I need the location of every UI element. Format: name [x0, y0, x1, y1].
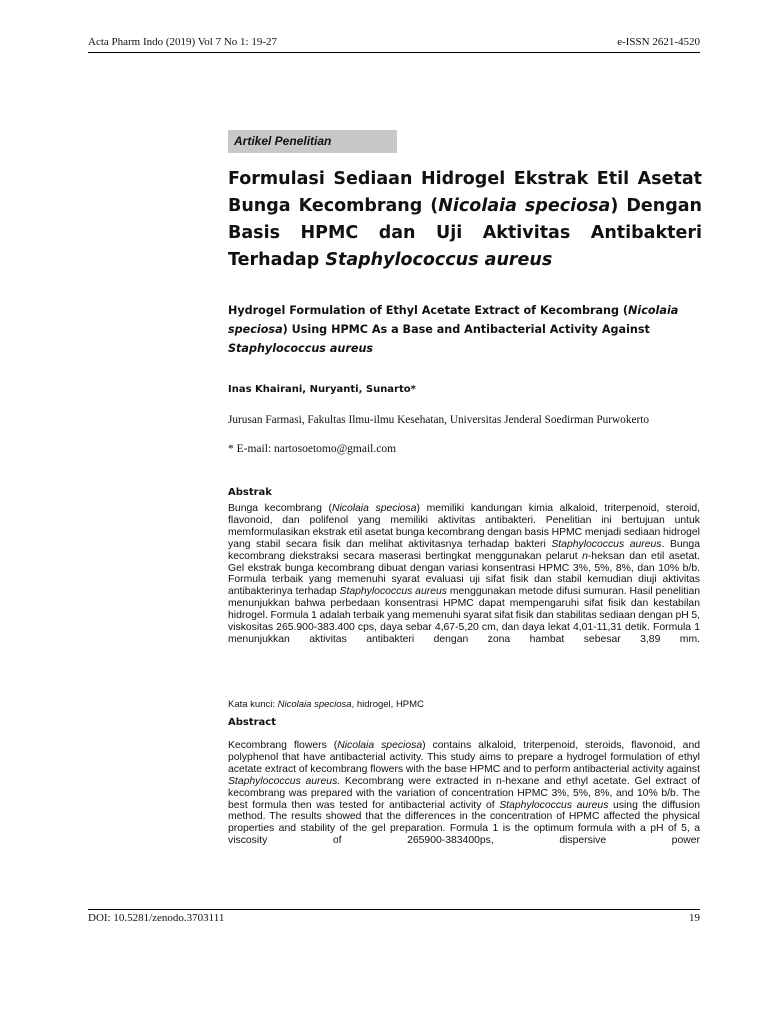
abstrak-text-3: . Bunga kecombrang diekstraksi secara maserasi bertingkat menggunakan pelarut: [228, 538, 700, 562]
title-indonesian: [228, 166, 702, 274]
abstrak-text-2: ) memiliki kandungan kimia alkaloid, triterpenoid, steroid, flavonoid, dan polifenol yang memiliki aktivitas antibakteri. Penelitian ini bertujuan untuk memformulasikan ekstrak etil asetat bunga kecombrang dengan basis HPMC menjadi sediaan hidrogel yang stabil secara fisik dan melihat aktivitasnya terhadap bakteri: [228, 503, 700, 550]
abstract-text-3: Kecombrang were extracted in n-hexane and ethyl acetate. Gel extract of kecombrang was prepared with the variation of concentration HPMC 3%, 5%, 8%, and 10% b/b. The best formula then was tested for antibacterial activity of: [228, 775, 700, 811]
abstrak-heading: Abstrak: [228, 487, 272, 498]
keywords-species: Nicolaia speciosa: [277, 699, 352, 710]
authors: Inas Khairani, Nuryanti, Sunarto*: [228, 384, 416, 395]
abstrak-text-4: -heksan dan etil asetat. Gel ekstrak bunga kecombrang dibuat dengan variasi konsentrasi HPMC 3%, 5%, 8%, dan 10% b/b. Formula terbaik yang memenuhi syarat evaluasi uji sifat fisik dan stabil kemudian diuji aktivitas antibakterinya terhadap: [228, 550, 700, 598]
abstract-italic-1: Nicolaia speciosa: [337, 740, 423, 751]
abstrak-body: [228, 503, 700, 693]
abstract-italic-2: Staphylococcus aureus.: [228, 775, 341, 787]
title-english: [228, 301, 702, 358]
keywords: [228, 699, 424, 710]
title-en-bacteria: Staphylococcus aureus: [228, 342, 374, 355]
footer-divider: [88, 909, 700, 910]
page-number: 19: [689, 912, 700, 924]
title-en-text-2: ) Using HPMC As a Base and Antibacterial Activity Against: [282, 323, 650, 336]
keywords-rest: , hidrogel, HPMC: [351, 699, 424, 710]
abstract-text-2: ) contains alkaloid, triterpenoid, steroids, flavonoid, and polyphenol that have antibacterial activity. This study aims to prepare a hydrogel formulation of ethyl acetate extract of kecombrang flowers with the base HPMC and to perform antibacterial activity against: [228, 740, 701, 775]
affiliation: Jurusan Farmasi, Fakultas Ilmu-ilmu Kesehatan, Universitas Jenderal Soedirman Purwokerto: [228, 414, 650, 426]
journal-citation: Acta Pharm Indo (2019) Vol 7 No 1: 19-27: [88, 36, 278, 48]
corresponding-email: * E-mail: nartosoetomo@gmail.com: [228, 443, 397, 455]
doi-link[interactable]: DOI: 10.5281/zenodo.3703111: [88, 912, 225, 924]
header-divider: [88, 52, 700, 53]
title-en-species: Nicolaia speciosa: [228, 304, 679, 336]
abstract-text-1: Kecombrang flowers (: [228, 740, 338, 751]
title-id-species: Nicolaia speciosa: [438, 196, 611, 216]
keywords-label: Kata kunci:: [228, 699, 278, 710]
abstract-text-4: using the diffusion method. The results showed that the differences in the concentration of HPMC affected the physical properties and stability of the gel preparation. Formula 1 is the optimum formula with a pH of 5, a viscosity of 265900-383400ps, dispersive power: [228, 799, 700, 847]
title-en-text-1: Hydrogel Formulation of Ethyl Acetate Extract of Kecombrang (: [228, 304, 629, 317]
issn: e-ISSN 2621-4520: [617, 36, 700, 48]
abstrak-text-1: Bunga kecombrang (: [228, 503, 332, 514]
title-id-bacteria: Staphylococcus aureus: [325, 250, 553, 270]
title-id-text-1: Formulasi Sediaan Hidrogel Ekstrak Etil Asetat Bunga Kecombrang (: [228, 169, 702, 216]
article-type-label: Artikel Penelitian: [228, 130, 397, 153]
abstrak-italic-1: Nicolaia speciosa: [331, 503, 417, 514]
abstrak-italic-2: Staphylococcus aureus: [551, 538, 662, 550]
abstrak-italic-4: Staphylococcus aureus: [339, 586, 447, 598]
abstract-italic-3: Staphylococcus aureus: [499, 799, 609, 811]
title-id-text-2: ) Dengan Basis HPMC dan Uji Aktivitas Antibakteri Terhadap: [228, 196, 702, 270]
abstrak-text-5: menggunakan metode difusi sumuran. Hasil penelitian menunjukkan bahwa perbedaan konsentrasi HPMC dapat mempengaruhi sifat fisik dan kestabilan hidrogel. Formula 1 adalah terbaik yang memenuhi syarat sifat fisik dan stabilitas sediaan dengan pH 5, viskositas 265.900-383.400 cps, daya sebar 4,67-5,20 cm, dan daya lekat 4,01-11,31 detik. Formula 1 menunjukkan aktivitas antibakteri dengan zona hambat sebesar 3,89 mm.: [228, 586, 701, 645]
abstract-heading: Abstract: [228, 717, 277, 728]
abstrak-italic-3: n: [582, 550, 588, 562]
abstract-body: [228, 740, 700, 870]
